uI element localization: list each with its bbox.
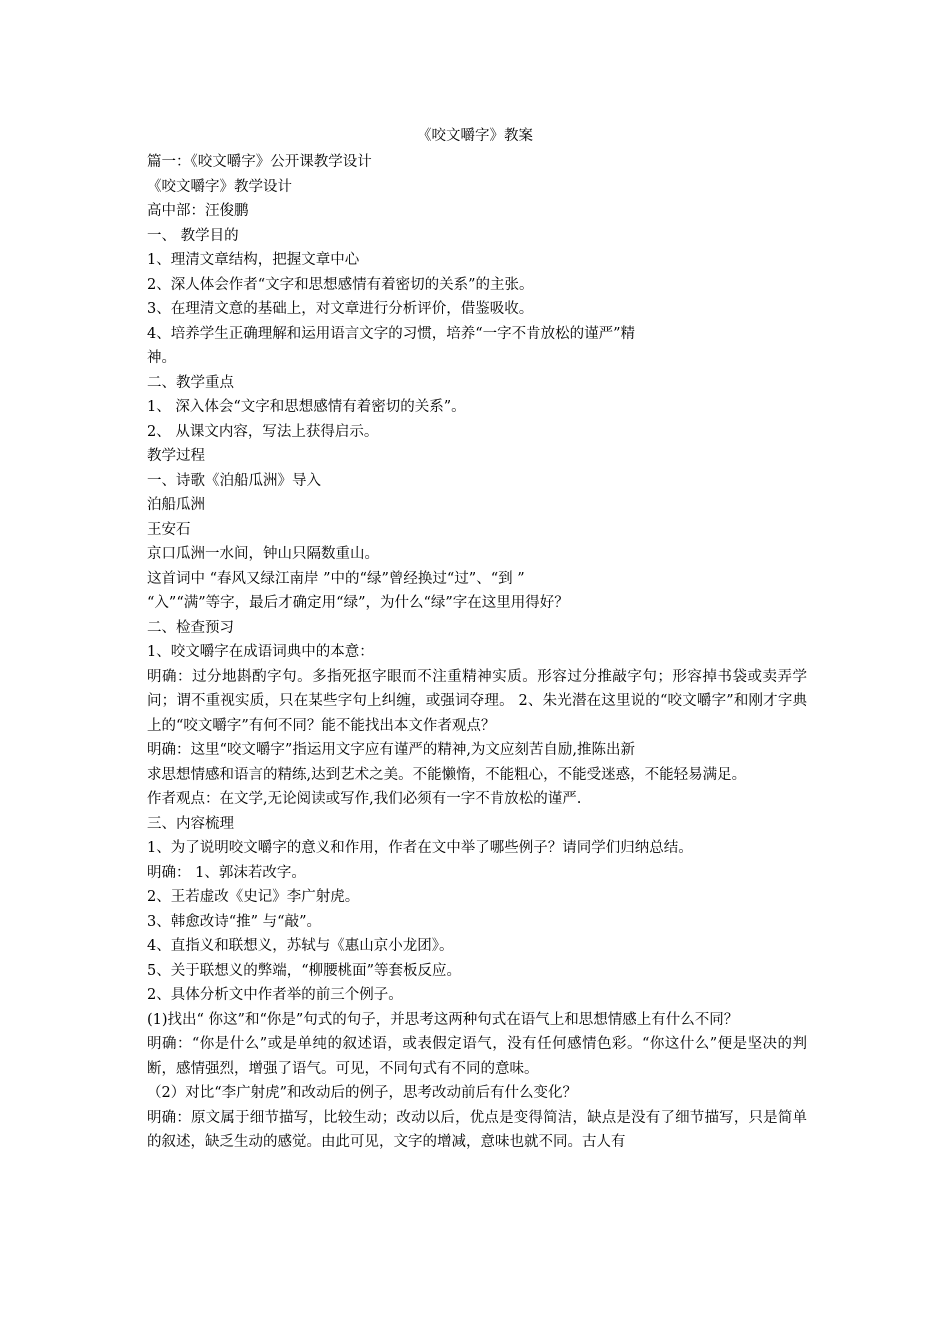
text-line: 4、培养学生正确理解和运用语言文字的习惯，培养“一字不肯放松的谨严”精 — [147, 325, 636, 342]
text-line: 明确： 1、郭沫若改字。 — [147, 864, 306, 881]
text-line: 4、直指义和联想义，苏轼与《惠山京小龙团》。 — [147, 938, 454, 954]
text-line: 篇一：《咬文嚼字》公开课教学设计 — [147, 154, 372, 170]
document-title: 《咬文嚼字》教案 — [417, 128, 533, 144]
text-line: 二、教学重点 — [147, 374, 234, 391]
text-line: 2、 从课文内容，写法上获得启示。 — [147, 423, 379, 440]
text-line: 2、深人体会作者“文字和思想感情有着密切的关系”的主张。 — [147, 276, 534, 293]
text-line: 2、王若虚改《史记》李广射虎。 — [147, 889, 360, 905]
text-paragraph: (1)找出“ 你这”和“你是”句式的句子，并思考这两种句式在语气上和思想情感上有什么不同？ — [147, 1011, 739, 1028]
text-line: 王安石 — [147, 521, 191, 538]
text-line: 作者观点：在文学,无论阅读或写作,我们必须有一字不肯放松的谨严. — [147, 791, 582, 807]
text-paragraph: 明确：过分地斟酌字句。多指死抠字眼而不注重精神实质。形容过分推敲字句；形容掉书袋或卖弄学问；谓不重视实质，只在某些字句上纠缠，或强词夺理。 2、朱光潜在这里说的“咬文嚼字”和刚才字典上的“咬文嚼字”有何不同？能不能找出本文作者观点？ — [147, 668, 807, 734]
text-line: 2、具体分析文中作者举的前三个例子。 — [147, 987, 403, 1003]
text-line: 三、内容梳理 — [147, 815, 234, 832]
text-line: 《咬文嚼字》教学设计 — [147, 178, 292, 195]
document-body — [147, 150, 807, 1155]
text-line: 1、 深入体会“文字和思想感情有着密切的关系”。 — [147, 399, 466, 415]
text-line: 1、理清文章结构，把握文章中心 — [147, 252, 360, 268]
text-line: 一、诗歌《泊船瓜洲》导入 — [147, 472, 321, 489]
text-line: 明确：这里“咬文嚼字”指运用文字应有谨严的精神,为文应刻苦自励,推陈出新 — [147, 742, 636, 758]
text-line: （2）对比“李广射虎”和改动后的例子，思考改动前后有什么变化？ — [147, 1085, 578, 1101]
text-line: 教学过程 — [147, 448, 205, 464]
text-line: 泊船瓜洲 — [147, 497, 205, 513]
text-line: 高中部：汪俊鹏 — [147, 203, 249, 219]
text-line: 1、咬文嚼字在成语词典中的本意： — [147, 644, 374, 660]
text-line: 3、韩愈改诗“推” 与“敲”。 — [147, 913, 321, 930]
text-line: 一、 教学目的 — [147, 227, 239, 244]
text-paragraph: 明确：“你是什么”或是单纯的叙述语，或表假定语气，没有任何感情色彩。“你这什么”便是坚决的判断，感情强烈，增强了语气。可见，不同句式有不同的意味。 — [147, 1036, 807, 1077]
text-paragraph: 明确：原文属于细节描写，比较生动；改动以后，优点是变得简洁，缺点是没有了细节描写，只是简单的叙述，缺乏生动的感觉。由此可见，文字的增减，意味也就不同。古人有 — [147, 1109, 807, 1150]
text-line: “入”“满”等字，最后才确定用“绿”，为什么“绿”字在这里用得好？ — [147, 595, 569, 611]
text-line: 二、检查预习 — [147, 619, 234, 636]
text-line: 这首词中 “春风又绿江南岸 ”中的“绿”曾经换过“过”、“到 ” — [147, 570, 525, 587]
text-line: 神。 — [147, 350, 176, 366]
text-paragraph: 求思想情感和语言的精练,达到艺术之美。不能懒惰，不能粗心，不能受迷惑，不能轻易满足。 — [147, 766, 747, 783]
text-line: 1、为了说明咬文嚼字的意义和作用，作者在文中举了哪些例子？请同学们归纳总结。 — [147, 840, 693, 856]
text-line: 3、在理清文意的基础上，对文章进行分析评价，借鉴吸收。 — [147, 301, 534, 317]
text-line: 京口瓜洲一水间，钟山只隔数重山。 — [147, 546, 379, 562]
text-line: 5、关于联想义的弊端，“柳腰桃面”等套板反应。 — [147, 962, 462, 979]
